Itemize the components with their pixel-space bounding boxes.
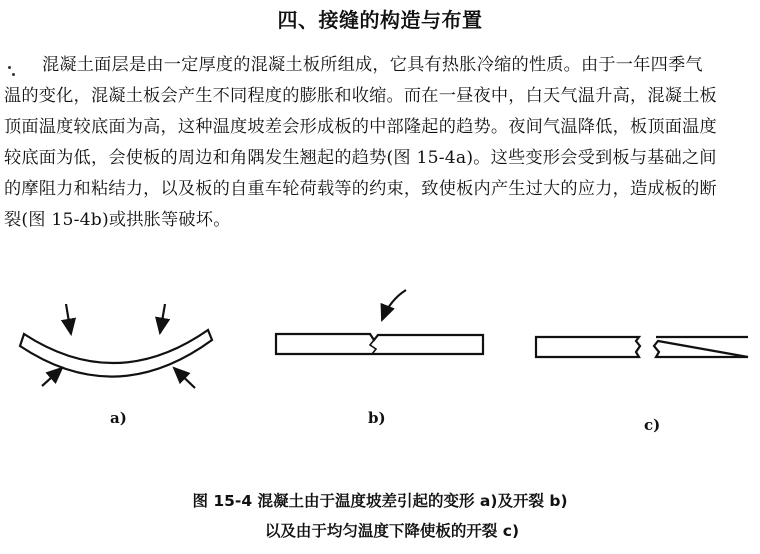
crack-line xyxy=(370,340,376,354)
curved-slab-diagram xyxy=(20,304,212,388)
figure-label-c: c) xyxy=(644,416,661,434)
curved-slab-outline xyxy=(20,330,212,377)
paragraph-line-2: 温的变化，混凝土板会产生不同程度的膨胀和收缩。而在一昼夜中，白天气温升高，混凝土板 xyxy=(4,86,717,106)
figure-label-b: b) xyxy=(368,409,386,427)
caption-line-1: 图 15-4 混凝土由于温度坡差引起的变形 a)及开裂 b) xyxy=(192,492,568,510)
figure-15-4 xyxy=(0,286,760,456)
arrow-icon xyxy=(160,304,165,333)
scan-speck xyxy=(8,66,11,69)
cracked-slab-diagram xyxy=(276,290,483,354)
paragraph-line-5: 的摩阻力和粘结力，以及板的自重车轮荷载等的约束，致使板内产生过大的应力，造成板的断 xyxy=(4,179,717,199)
paragraph-line-4: 较底面为低，会使板的周边和角隅发生翘起的趋势(图 15-4a)。这些变形会受到板与基础之间 xyxy=(4,148,717,168)
figure-caption xyxy=(0,486,760,546)
arrow-icon xyxy=(42,368,62,386)
split-slab-left xyxy=(536,337,640,357)
cracked-slab-outline xyxy=(276,334,483,354)
arrow-icon xyxy=(382,290,406,320)
paragraph-line-1: 混凝土面层是由一定厚度的混凝土板所组成，它具有热胀冷缩的性质。由于一年四季气 xyxy=(42,55,703,75)
scan-speck xyxy=(12,73,15,76)
body-paragraph xyxy=(4,50,746,236)
paragraph-line-6: 裂(图 15-4b)或拱胀等破坏。 xyxy=(4,210,231,230)
figure-label-a: a) xyxy=(110,409,127,427)
arrow-icon xyxy=(174,368,195,388)
arrow-icon xyxy=(66,304,71,334)
section-title: 四、接缝的构造与布置 xyxy=(277,8,483,32)
paragraph-line-3: 顶面温度较底面为高，这种温度坡差会形成板的中部隆起的趋势。夜间气温降低，板顶面温度 xyxy=(4,117,717,137)
caption-line-2: 以及由于均匀温度下降使板的开裂 c) xyxy=(264,522,520,540)
split-slab-diagram xyxy=(536,337,748,357)
split-slab-right xyxy=(654,337,748,357)
